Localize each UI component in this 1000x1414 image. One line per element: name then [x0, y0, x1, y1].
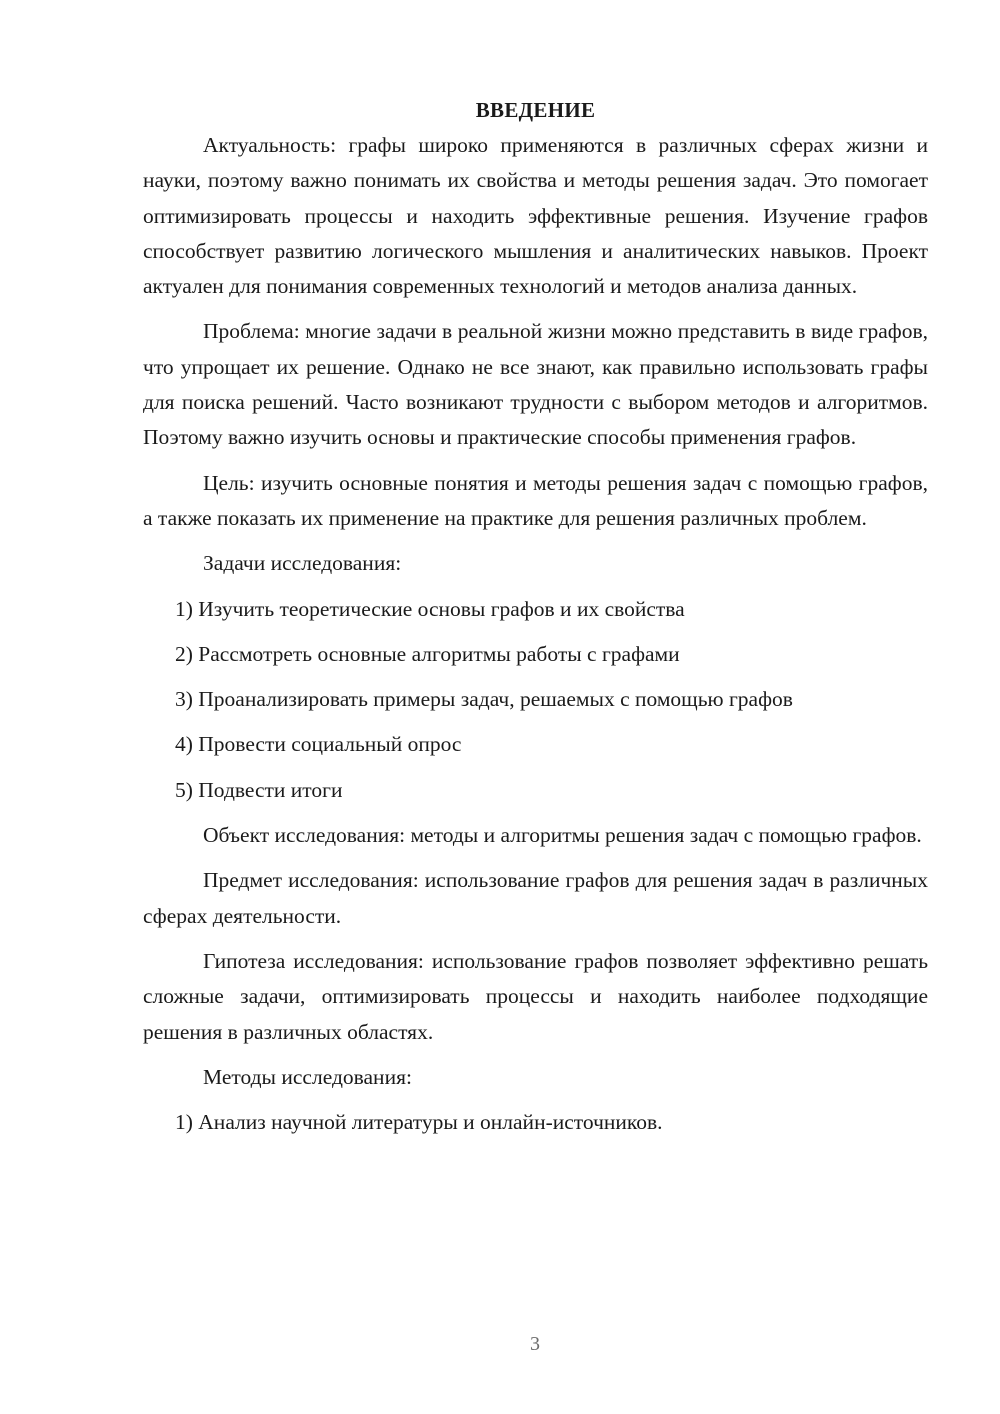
methods-list	[143, 1105, 928, 1140]
list-item: 2) Рассмотреть основные алгоритмы работы с графами	[175, 641, 680, 666]
object-paragraph: Объект исследования: методы и алгоритмы решения задач с помощью графов.	[203, 823, 922, 848]
section-title: ВВЕДЕНИЕ	[475, 98, 596, 122]
problem-paragraph: Проблема: многие задачи в реальной жизни можно представить в виде графов, что упрощает их решение. Однако не все знают, как правильно использовать графы для поиска решений. Часто возникают трудности с выбором методов и алгоритмов. Поэтому важно изучить основы и практические способы применения графов.	[143, 319, 928, 450]
list-item: 5) Подвести итоги	[175, 777, 343, 802]
list-item: 1) Анализ научной литературы и онлайн-источников.	[175, 1110, 663, 1135]
list-item: 1) Изучить теоретические основы графов и их свойства	[175, 596, 685, 621]
document-page	[143, 92, 928, 1150]
tasks-list	[143, 592, 928, 808]
page-number: 3	[530, 1333, 540, 1355]
hypothesis-paragraph: Гипотеза исследования: использование графов позволяет эффективно решать сложные задачи, оптимизировать процессы и находить наиболее подходящие решения в различных областях.	[143, 948, 928, 1044]
tasks-heading: Задачи исследования:	[203, 551, 402, 576]
list-item: 4) Провести социальный опрос	[175, 732, 462, 757]
relevance-paragraph: Актуальность: графы широко применяются в различных сферах жизни и науки, поэтому важно понимать их свойства и методы решения задач. Это помогает оптимизировать процессы и находить эффективные решения. Изучение графов способствует развитию логического мышления и аналитических навыков. Проект актуален для понимания современных технологий и методов анализа данных.	[143, 133, 928, 299]
methods-heading: Методы исследования:	[203, 1064, 412, 1089]
list-item: 3) Проанализировать примеры задач, решаемых с помощью графов	[175, 687, 793, 712]
subject-paragraph: Предмет исследования: использование графов для решения задач в различных сферах деятельности.	[143, 868, 928, 928]
goal-paragraph: Цель: изучить основные понятия и методы решения задач с помощью графов, а также показать их применение на практике для решения различных проблем.	[143, 470, 928, 530]
